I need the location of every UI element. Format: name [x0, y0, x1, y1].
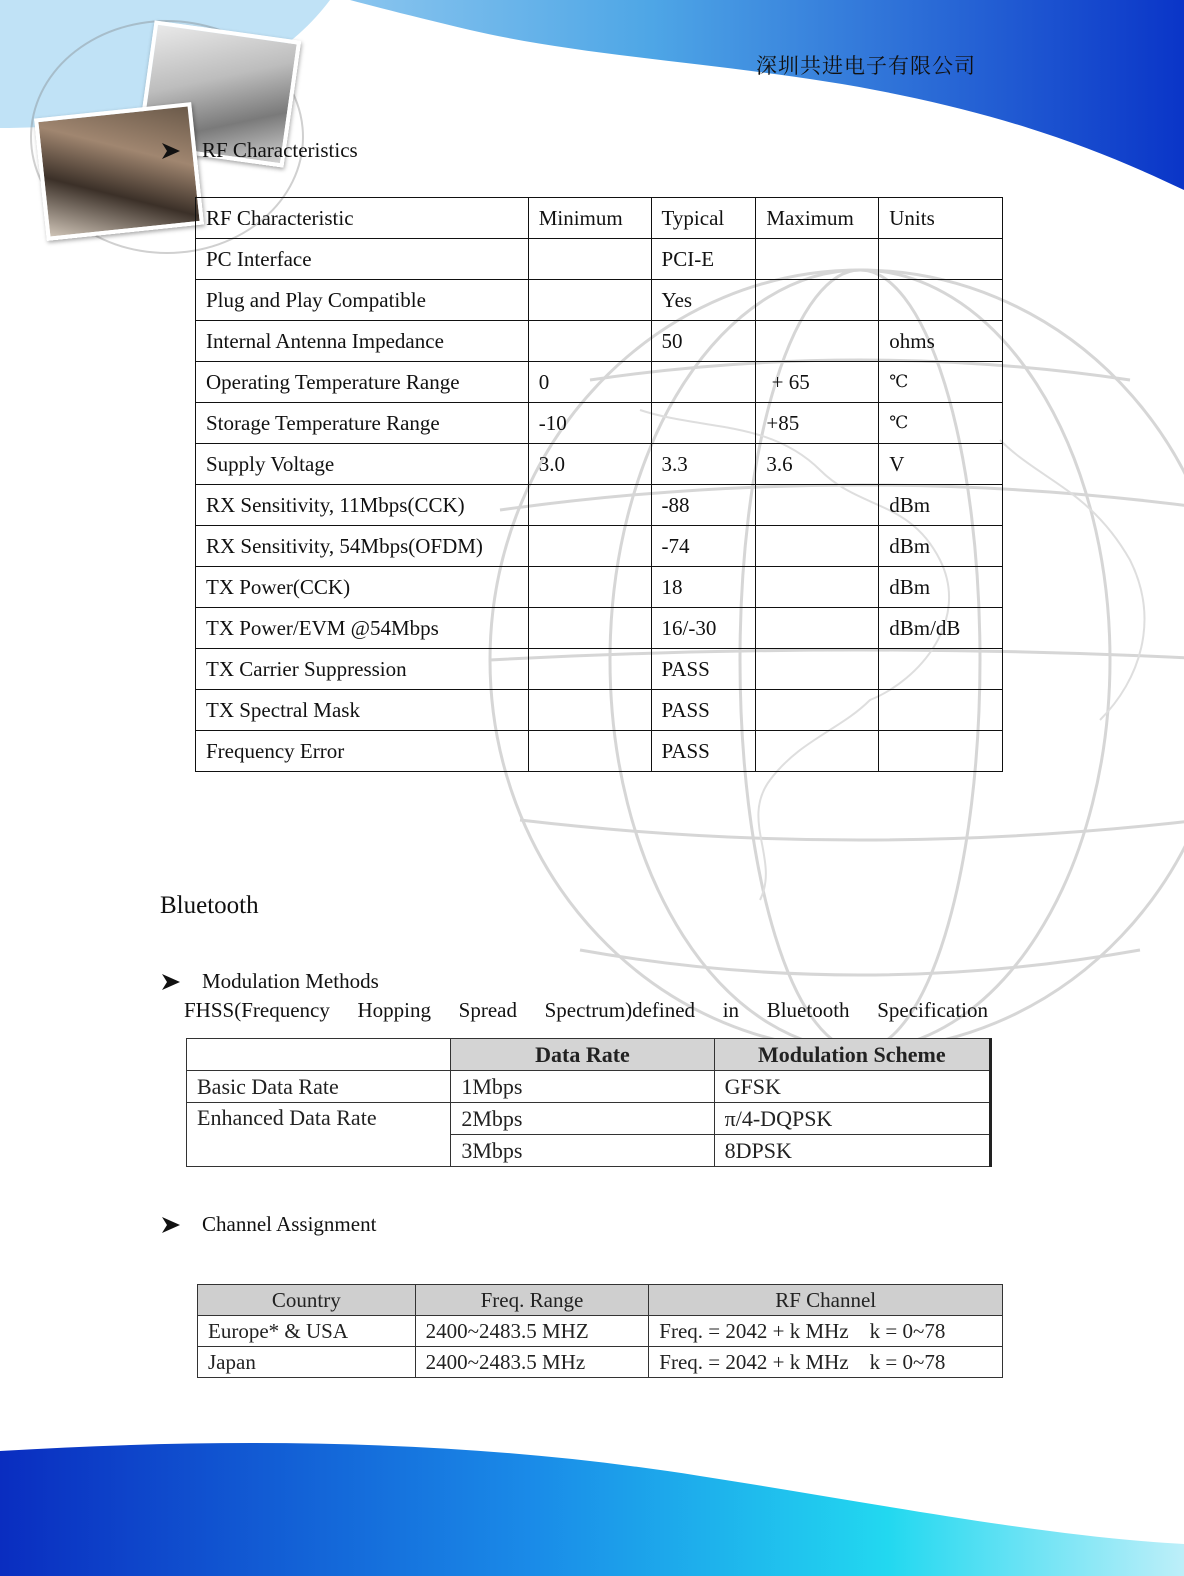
table-row [187, 1103, 991, 1135]
table-row [196, 444, 1003, 485]
table-cell: -74 [651, 526, 756, 567]
table-cell [879, 239, 1003, 280]
modulation-scheme-table [186, 1038, 992, 1167]
table-row [196, 362, 1003, 403]
table-cell: 3.3 [651, 444, 756, 485]
table-cell [756, 239, 879, 280]
table-cell: TX Spectral Mask [196, 690, 529, 731]
table-cell [756, 485, 879, 526]
table-cell: Europe* & USA [198, 1316, 416, 1347]
table-row [196, 321, 1003, 362]
table-cell [756, 649, 879, 690]
table-cell [528, 608, 651, 649]
table-cell: 2Mbps [451, 1103, 714, 1135]
table-cell: dBm/dB [879, 608, 1003, 649]
table-cell: 2400~2483.5 MHZ [415, 1316, 649, 1347]
table-cell [528, 321, 651, 362]
table-cell: 2400~2483.5 MHz [415, 1347, 649, 1378]
table-cell: RX Sensitivity, 54Mbps(OFDM) [196, 526, 529, 567]
table-cell: TX Power/EVM @54Mbps [196, 608, 529, 649]
table-row [187, 1071, 991, 1103]
table-cell: PASS [651, 731, 756, 772]
table-cell: GFSK [714, 1071, 990, 1103]
table-row [196, 280, 1003, 321]
column-header: Units [879, 198, 1003, 239]
table-cell [528, 649, 651, 690]
column-header: Country [198, 1285, 416, 1316]
table-row [198, 1316, 1003, 1347]
table-cell [756, 608, 879, 649]
column-header [187, 1039, 451, 1071]
table-cell [756, 690, 879, 731]
column-header: RF Channel [649, 1285, 1003, 1316]
table-cell: ℃ [879, 403, 1003, 444]
table-cell [528, 690, 651, 731]
table-cell: π/4-DQPSK [714, 1103, 990, 1135]
table-cell: TX Carrier Suppression [196, 649, 529, 690]
table-cell: Supply Voltage [196, 444, 529, 485]
table-header-row [187, 1039, 991, 1071]
table-cell [879, 649, 1003, 690]
modulation-methods-label: Modulation Methods [202, 969, 379, 993]
table-cell: 3Mbps [451, 1135, 714, 1167]
table-cell: Yes [651, 280, 756, 321]
table-cell [528, 485, 651, 526]
table-row [196, 649, 1003, 690]
bluetooth-section-title: Bluetooth [160, 892, 259, 919]
arrow-bullet-icon [160, 973, 182, 991]
channel-assignment-label: Channel Assignment [202, 1212, 377, 1236]
table-cell: Freq. = 2042 + k MHz k = 0~78 [649, 1316, 1003, 1347]
table-cell: + 65 [756, 362, 879, 403]
table-cell: 3.6 [756, 444, 879, 485]
table-cell [528, 731, 651, 772]
table-cell [528, 526, 651, 567]
table-row [196, 690, 1003, 731]
table-cell: 8DPSK [714, 1135, 990, 1167]
modulation-methods-heading [160, 969, 379, 994]
table-cell [651, 403, 756, 444]
table-row [196, 485, 1003, 526]
table-cell: dBm [879, 526, 1003, 567]
column-header: RF Characteristic [196, 198, 529, 239]
table-cell [756, 280, 879, 321]
table-cell: PASS [651, 649, 756, 690]
row-label: Enhanced Data Rate [187, 1103, 451, 1167]
channel-assignment-heading [160, 1212, 376, 1237]
column-header: Maximum [756, 198, 879, 239]
column-header: Data Rate [451, 1039, 714, 1071]
table-cell: PCI-E [651, 239, 756, 280]
table-cell: Freq. = 2042 + k MHz k = 0~78 [649, 1347, 1003, 1378]
table-cell: 3.0 [528, 444, 651, 485]
rf-characteristics-label: RF Characteristics [202, 138, 358, 162]
table-cell: Plug and Play Compatible [196, 280, 529, 321]
table-cell: ohms [879, 321, 1003, 362]
table-row [196, 608, 1003, 649]
table-cell: 16/-30 [651, 608, 756, 649]
table-row [196, 403, 1003, 444]
company-name: 深圳共进电子有限公司 [756, 54, 976, 78]
table-row [198, 1347, 1003, 1378]
table-cell: RX Sensitivity, 11Mbps(CCK) [196, 485, 529, 526]
table-cell [756, 526, 879, 567]
table-cell [879, 280, 1003, 321]
table-cell: 50 [651, 321, 756, 362]
table-header-row [198, 1285, 1003, 1316]
table-cell: PASS [651, 690, 756, 731]
table-cell: Storage Temperature Range [196, 403, 529, 444]
table-cell: ℃ [879, 362, 1003, 403]
arrow-bullet-icon [160, 142, 182, 160]
table-row [196, 731, 1003, 772]
table-cell [528, 280, 651, 321]
table-cell: Japan [198, 1347, 416, 1378]
table-cell: TX Power(CCK) [196, 567, 529, 608]
table-cell [651, 362, 756, 403]
column-header: Typical [651, 198, 756, 239]
channel-assignment-table [197, 1284, 1003, 1378]
column-header: Minimum [528, 198, 651, 239]
rf-characteristics-table [195, 197, 1003, 772]
table-cell: 1Mbps [451, 1071, 714, 1103]
table-cell: +85 [756, 403, 879, 444]
table-cell [756, 321, 879, 362]
table-row [196, 567, 1003, 608]
column-header: Freq. Range [415, 1285, 649, 1316]
table-cell: 18 [651, 567, 756, 608]
row-label: Basic Data Rate [187, 1071, 451, 1103]
table-row [196, 239, 1003, 280]
table-cell: 0 [528, 362, 651, 403]
rf-characteristics-heading [160, 138, 358, 163]
modulation-description: FHSS(Frequency Hopping Spread Spectrum)defined in Bluetooth Specification [184, 998, 988, 1022]
table-header-row [196, 198, 1003, 239]
arrow-bullet-icon [160, 1216, 182, 1234]
table-cell: Operating Temperature Range [196, 362, 529, 403]
table-cell: -10 [528, 403, 651, 444]
table-cell [528, 567, 651, 608]
table-cell [879, 690, 1003, 731]
column-header: Modulation Scheme [714, 1039, 990, 1071]
table-cell [756, 731, 879, 772]
table-cell [528, 239, 651, 280]
table-cell: Internal Antenna Impedance [196, 321, 529, 362]
table-cell: V [879, 444, 1003, 485]
table-cell [756, 567, 879, 608]
table-cell [879, 731, 1003, 772]
table-cell: PC Interface [196, 239, 529, 280]
table-cell: dBm [879, 567, 1003, 608]
table-cell: dBm [879, 485, 1003, 526]
table-cell: Frequency Error [196, 731, 529, 772]
table-cell: -88 [651, 485, 756, 526]
table-row [196, 526, 1003, 567]
